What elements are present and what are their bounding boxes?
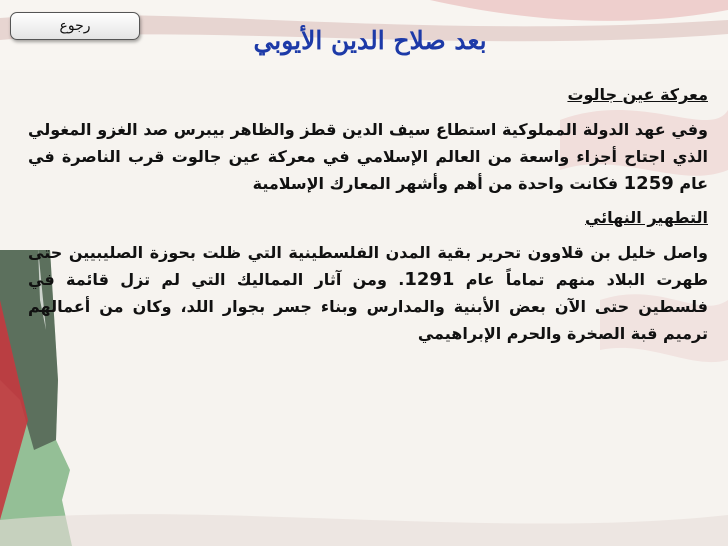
year-number: 1291 bbox=[404, 269, 455, 290]
year-number: 1259 bbox=[623, 173, 674, 194]
page-title: بعد صلاح الدين الأيوبي bbox=[253, 26, 487, 55]
paragraph-text: وفي عهد الدولة المملوكية استطاع سيف الدين قطز والظاهر بيبرس صد الغزو المغولي الذي اجتاح أجزاء واسعة من العالم الإسلامي في معركة عين جالوت قرب الناصرة في عام bbox=[28, 120, 708, 193]
paragraph-text: فكانت واحدة من أهم وأشهر المعارك الإسلامية bbox=[252, 174, 624, 193]
paragraph-text: واصل خليل بن قلاوون تحرير بقية المدن الفلسطينية التي ظلت بحوزة الصليبيين حتى طهرت البلاد منهم تماماً عام bbox=[28, 243, 709, 289]
content-area bbox=[28, 84, 708, 353]
section-heading-final-purge: التطهير النهائي bbox=[584, 208, 708, 227]
paragraph-final-purge bbox=[28, 239, 708, 347]
back-button-label: رجوع bbox=[59, 18, 91, 34]
section-heading-ain-jalut: معركة عين جالوت bbox=[567, 85, 708, 104]
paragraph-ain-jalut bbox=[28, 116, 708, 197]
back-button[interactable] bbox=[10, 12, 140, 40]
paragraph-text: . ومن آثار المماليك التي لم تزل قائمة في فلسطين حتى الآن بعض الأبنية والمدارس وبناء جسر بجوار اللد، وكان من أعمالهم ترميم قبة الصخرة والحرم الإبراهيمي bbox=[28, 270, 708, 343]
